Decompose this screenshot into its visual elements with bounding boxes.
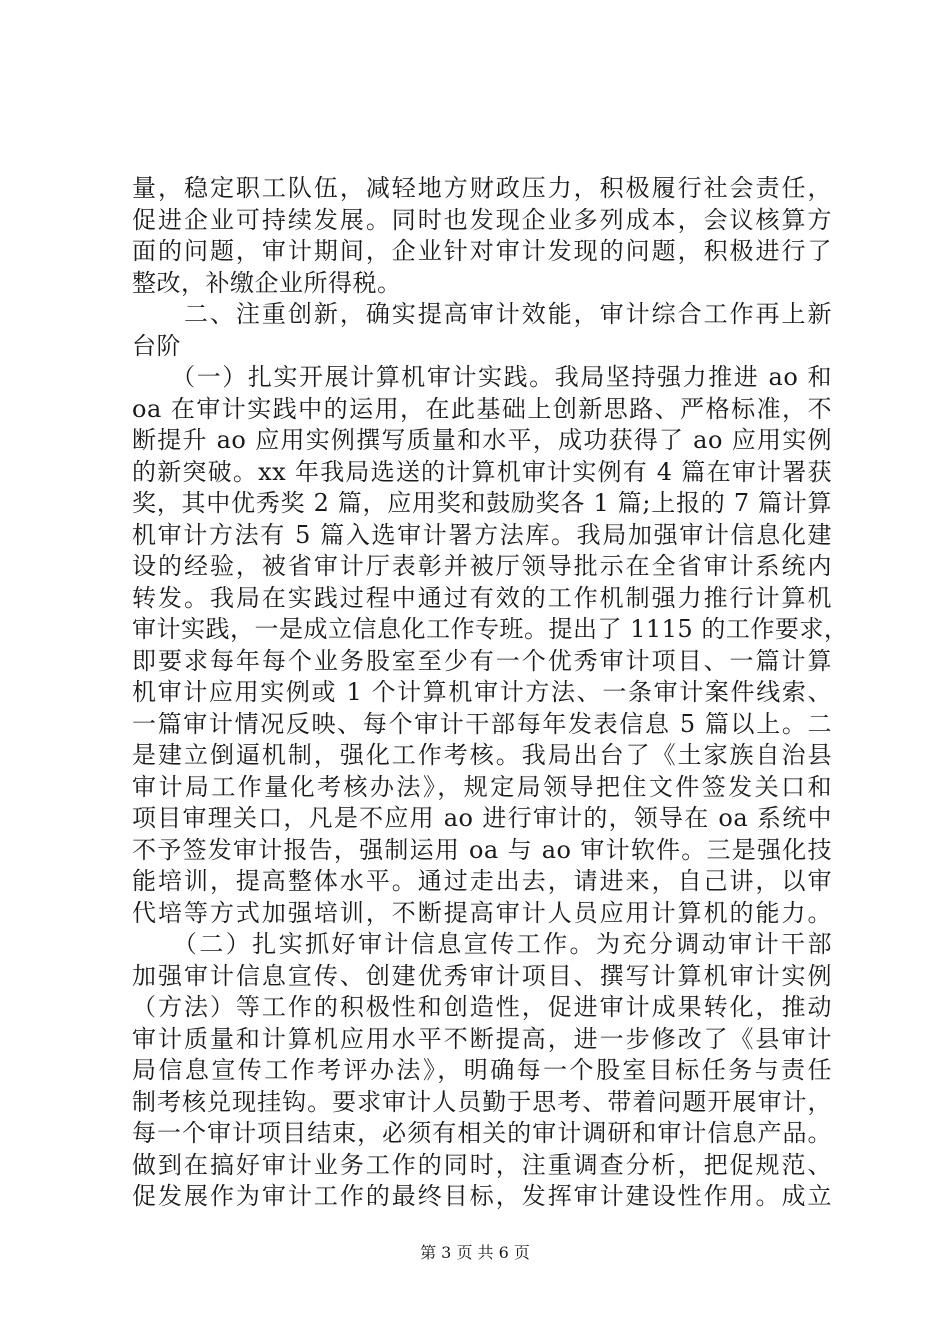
text-line: 奖，其中优秀奖 2 篇，应用奖和鼓励奖各 1 篇;上报的 7 篇计算: [132, 489, 832, 517]
text-line: 二、注重创新，确实提高审计效能，审计综合工作再上新: [132, 300, 832, 328]
text-line: 即要求每年每个业务股室至少有一个优秀审计项目、一篇计算: [132, 646, 832, 675]
text-line: 是建立倒逼机制，强化工作考核。我局出台了《土家族自治县: [132, 741, 832, 769]
text-line: 局信息宣传工作考评办法》，明确每一个股室目标任务与责任: [132, 1056, 832, 1084]
text-line: （一）扎实开展计算机审计实践。我局坚持强力推进 ao 和: [132, 363, 832, 391]
text-line: 加强审计信息宣传、创建优秀审计项目、撰写计算机审计实例: [132, 961, 832, 990]
text-line: 促进企业可持续发展。同时也发现企业多列成本，会议核算方: [132, 205, 832, 234]
text-line: 项目审理关口，凡是不应用 ao 进行审计的，领导在 oa 系统中: [132, 804, 832, 832]
text-line: 不予签发审计报告，强制运用 oa 与 ao 审计软件。三是强化技: [132, 835, 832, 864]
text-line: 断提升 ao 应用实例撰写质量和水平，成功获得了 ao 应用实例: [132, 426, 832, 454]
text-line: 转发。我局在实践过程中通过有效的工作机制强力推行计算机: [132, 583, 832, 612]
document-body: [132, 173, 849, 1213]
text-line: 审计实践，一是成立信息化工作专班。提出了 1115 的工作要求，: [132, 615, 849, 643]
text-line: 设的经验，被省审计厅表彰并被厅领导批示在全省审计系统内: [132, 552, 832, 580]
text-line: 一篇审计情况反映、每个审计干部每年发表信息 5 篇以上。二: [132, 709, 832, 738]
text-line: 审计质量和计算机应用水平不断提高，进一步修改了《县审计: [132, 1024, 832, 1053]
text-line: 机审计应用实例或 1 个计算机审计方法、一条审计案件线索、: [132, 678, 832, 706]
text-line: 机审计方法有 5 篇入选审计署方法库。我局加强审计信息化建: [132, 520, 832, 549]
text-line: 能培训，提高整体水平。通过走出去，请进来，自己讲，以审: [132, 867, 832, 895]
text-line: 整改，补缴企业所得税。: [132, 268, 402, 297]
text-line: 代培等方式加强培训，不断提高审计人员应用计算机的能力。: [132, 898, 832, 927]
text-line: oa 在审计实践中的运用，在此基础上创新思路、严格标准，不: [132, 394, 832, 423]
text-line: 每一个审计项目结束，必须有相关的审计调研和审计信息产品。: [132, 1119, 832, 1147]
text-line: 促发展作为审计工作的最终目标，发挥审计建设性作用。成立: [132, 1182, 832, 1210]
text-line: 量，稳定职工队伍，减轻地方财政压力，积极履行社会责任，: [132, 174, 832, 202]
text-line: （二）扎实抓好审计信息宣传工作。为充分调动审计干部: [132, 930, 832, 958]
text-line: 做到在搞好审计业务工作的同时，注重调查分析，把促规范、: [132, 1150, 832, 1179]
text-line: 制考核兑现挂钩。要求审计人员勤于思考、带着问题开展审计，: [132, 1087, 832, 1116]
text-line: 审计局工作量化考核办法》，规定局领导把住文件签发关口和: [132, 772, 832, 801]
text-line: 的新突破。xx 年我局选送的计算机审计实例有 4 篇在审计署获: [132, 457, 832, 486]
text-line: 面的问题，审计期间，企业针对审计发现的问题，积极进行了: [132, 237, 832, 265]
text-line: 台阶: [132, 331, 181, 360]
text-line: （方法）等工作的积极性和创造性，促进审计成果转化，推动: [132, 993, 832, 1021]
page-footer: 第 3 页 共 6 页: [420, 1243, 530, 1262]
